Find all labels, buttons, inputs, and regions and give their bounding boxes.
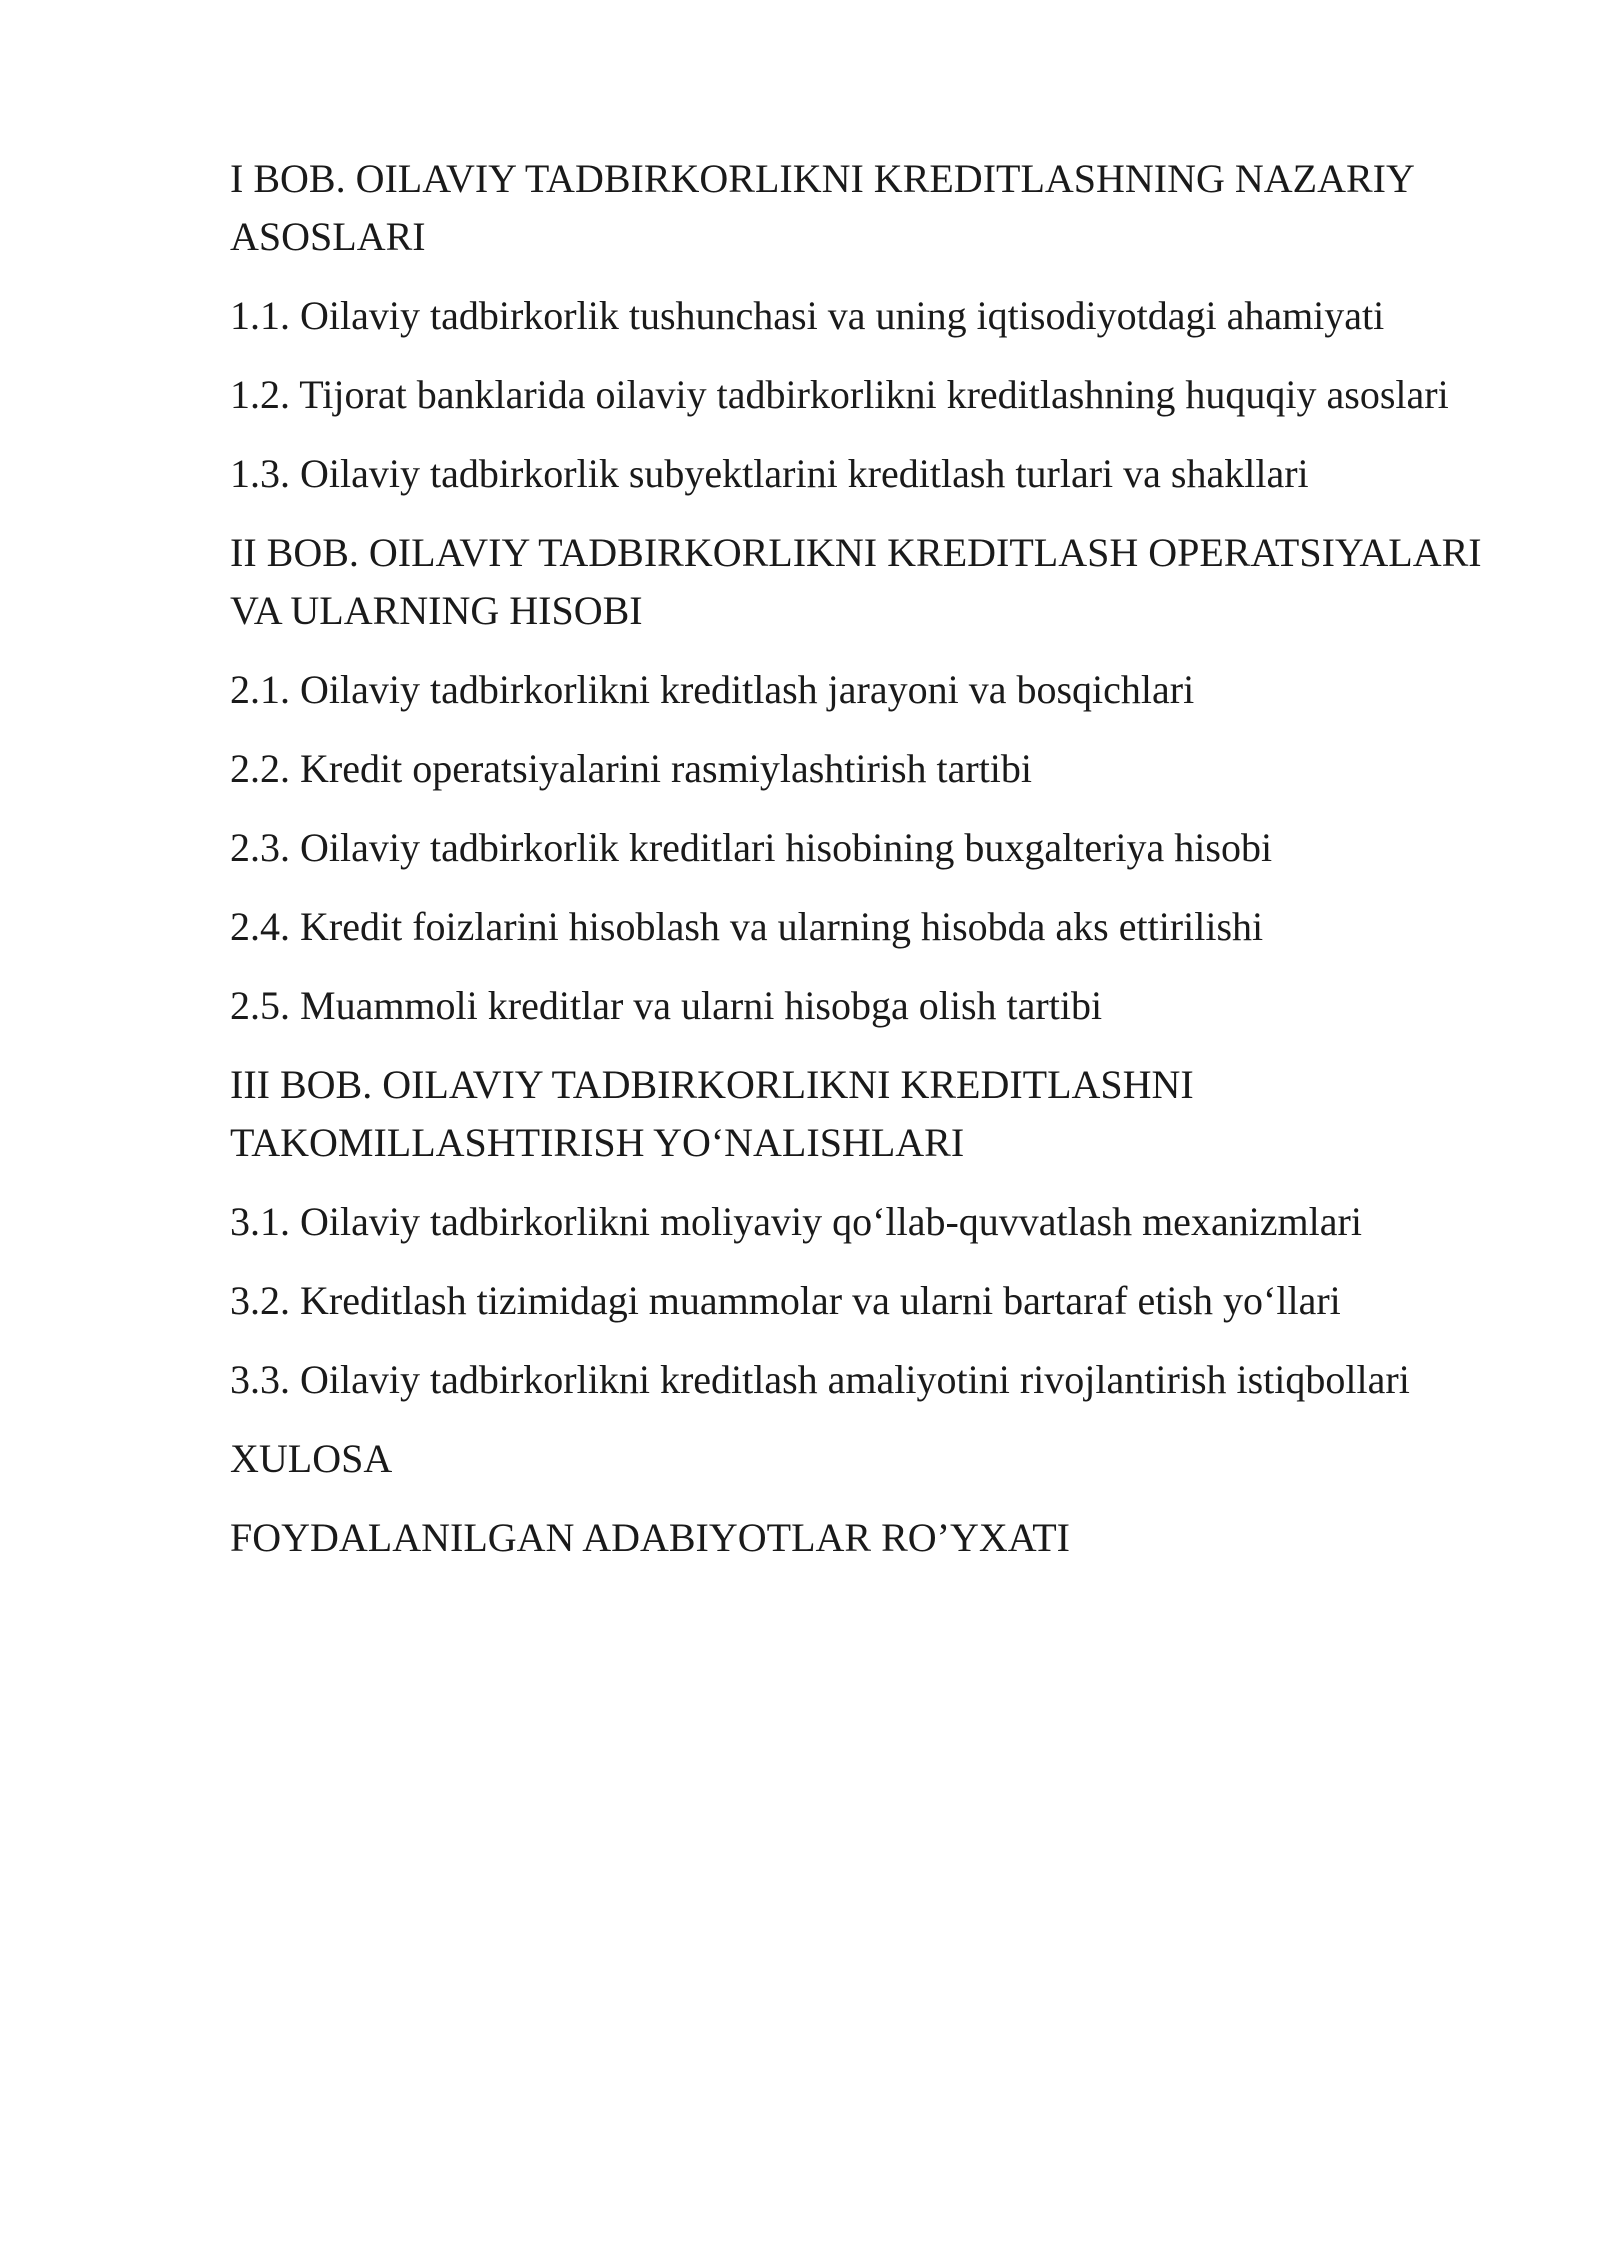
toc-conclusion: XULOSA: [230, 1436, 393, 1481]
toc-section-1-3: 1.3. Oilaviy tadbirkorlik subyektlarini kreditlash turlari va shakllari: [230, 451, 1309, 496]
toc-section-2-5: 2.5. Muammoli kreditlar va ularni hisobga olish tartibi: [230, 983, 1103, 1028]
toc-section-3-2: 3.2. Kreditlash tizimidagi muammolar va ularni bartaraf etish yo‘llari: [230, 1278, 1341, 1323]
toc-section-2-1: 2.1. Oilaviy tadbirkorlikni kreditlash jarayoni va bosqichlari: [230, 667, 1195, 712]
toc-section-2-3: 2.3. Oilaviy tadbirkorlik kreditlari hisobining buxgalteriya hisobi: [230, 825, 1273, 870]
toc-section-1-1: 1.1. Oilaviy tadbirkorlik tushunchasi va uning iqtisodiyotdagi ahamiyati: [230, 293, 1385, 338]
toc-section-3-3: 3.3. Oilaviy tadbirkorlikni kreditlash amaliyotini rivojlantirish istiqbollari: [230, 1357, 1410, 1402]
table-of-contents: [230, 150, 1530, 1588]
toc-section-2-4: 2.4. Kredit foizlarini hisoblash va ularning hisobda aks ettirilishi: [230, 904, 1264, 949]
toc-chapter-1-heading: I BOB. OILAVIY TADBIRKORLIKNI KREDITLASHNING NAZARIY ASOSLARI: [230, 156, 1414, 259]
toc-chapter-2-heading: II BOB. OILAVIY TADBIRKORLIKNI KREDITLASH OPERATSIYALARI VA ULARNING HISOBI: [230, 530, 1482, 633]
toc-references: FOYDALANILGAN ADABIYOTLAR RO’YXATI: [230, 1515, 1070, 1560]
toc-section-2-2: 2.2. Kredit operatsiyalarini rasmiylashtirish tartibi: [230, 746, 1033, 791]
toc-section-3-1: 3.1. Oilaviy tadbirkorlikni moliyaviy qo‘llab-quvvatlash mexanizmlari: [230, 1199, 1362, 1244]
toc-section-1-2: 1.2. Tijorat banklarida oilaviy tadbirkorlikni kreditlashning huquqiy asoslari: [230, 372, 1449, 417]
toc-chapter-3-heading: III BOB. OILAVIY TADBIRKORLIKNI KREDITLASHNI TAKOMILLASHTIRISH YO‘NALISHLARI: [230, 1062, 1194, 1165]
